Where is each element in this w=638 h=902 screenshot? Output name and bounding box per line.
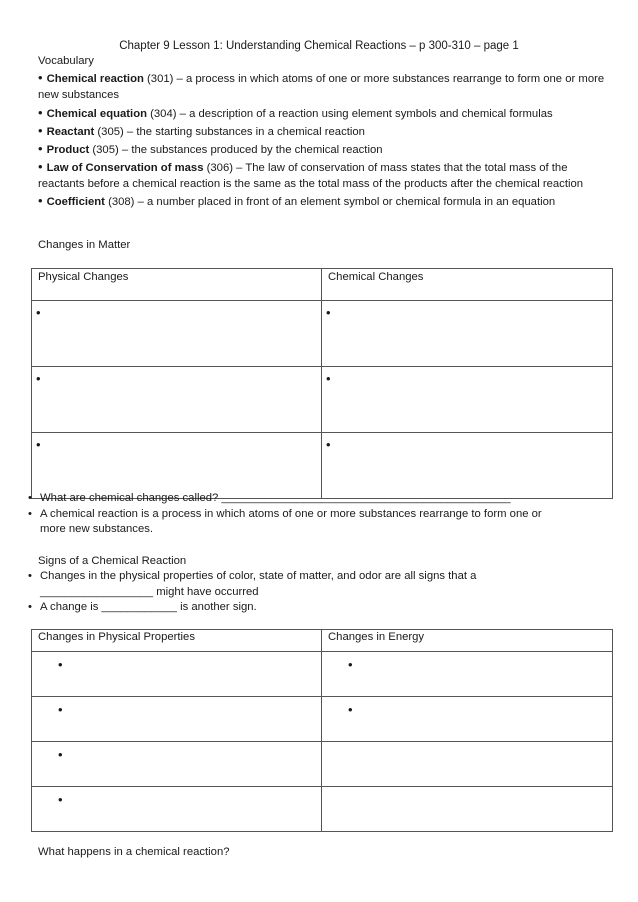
question-list [28, 491, 608, 538]
energy-cell[interactable]: • [322, 652, 613, 697]
question-text[interactable]: What are chemical changes called? ______________________________________________ [40, 492, 511, 504]
vocab-def: – the starting substances in a chemical reaction [123, 126, 365, 138]
vocab-def: – a process in which atoms of one or more substances rearrange to form one or more new substances [38, 73, 605, 101]
question-item [28, 491, 608, 507]
physical-changes-header: Physical Changes [32, 269, 322, 301]
sign-item [28, 600, 608, 616]
bullet-icon: • [38, 105, 43, 120]
vocab-def: – The law of conservation of mass states that the total mass of the reactants before a chemical reaction is the same as the total mass of the products after the chemical reaction [38, 162, 584, 190]
physical-change-cell[interactable]: • [32, 367, 322, 433]
bottom-question: What happens in a chemical reaction? [38, 846, 230, 858]
bullet-icon: • [38, 159, 43, 174]
page-title: Chapter 9 Lesson 1: Understanding Chemical Reactions – p 300-310 – page 1 [119, 40, 519, 52]
chemical-changes-header: Chemical Changes [322, 269, 613, 301]
changes-heading: Changes in Matter [38, 239, 131, 251]
energy-cell[interactable] [322, 787, 613, 832]
bullet-icon: • [38, 193, 43, 208]
sign-blank-line[interactable]: __________________ might have occurred [40, 585, 259, 598]
changes-in-matter-table [31, 268, 613, 499]
energy-cell[interactable] [322, 742, 613, 787]
question-item [28, 507, 608, 523]
physical-property-cell[interactable]: • [32, 742, 322, 787]
statement-continuation: more new substances. [40, 523, 154, 536]
vocab-page: (306) [203, 162, 234, 174]
vocab-item [38, 159, 610, 192]
energy-cell[interactable]: • [322, 697, 613, 742]
bullet-icon: • [28, 601, 32, 614]
vocab-term: Chemical reaction [46, 73, 144, 85]
bullet-icon: • [38, 141, 43, 156]
bullet-icon: • [28, 570, 32, 582]
physical-property-cell[interactable]: • [32, 787, 322, 832]
vocab-item [38, 70, 610, 103]
bullet-icon: • [28, 492, 32, 504]
vocab-term: Law of Conservation of mass [46, 162, 204, 174]
sign-text: Changes in the physical properties of color, state of matter, and odor are all signs that a [40, 570, 477, 582]
vocab-item [38, 105, 610, 122]
signs-table [31, 629, 613, 832]
energy-header: Changes in Energy [322, 630, 613, 652]
chemical-change-cell[interactable]: • [322, 301, 613, 367]
vocab-term: Chemical equation [46, 108, 147, 120]
physical-change-cell[interactable]: • [32, 301, 322, 367]
vocab-term: Product [46, 144, 90, 156]
statement-text: A chemical reaction is a process in which atoms of one or more substances rearrange to form one or [40, 507, 542, 520]
vocab-page: (305) [94, 126, 124, 138]
vocab-page: (301) [143, 73, 174, 85]
chemical-change-cell[interactable]: • [322, 433, 613, 499]
bullet-icon: • [38, 70, 43, 85]
vocab-def: – the substances produced by the chemical reaction [118, 144, 383, 156]
sign-text[interactable]: A change is ____________ is another sign. [40, 601, 257, 614]
chemical-change-cell[interactable]: • [322, 367, 613, 433]
vocab-list [38, 70, 610, 210]
sign-item [28, 569, 608, 585]
vocab-term: Coefficient [46, 196, 105, 208]
vocab-def: – a number placed in front of an element symbol or chemical formula in an equation [134, 196, 556, 208]
physical-property-cell[interactable]: • [32, 652, 322, 697]
vocab-term: Reactant [46, 126, 95, 138]
physical-change-cell[interactable]: • [32, 433, 322, 499]
vocab-item [38, 193, 610, 210]
physical-properties-header: Changes in Physical Properties [32, 630, 322, 652]
vocab-page: (308) [104, 196, 135, 208]
physical-property-cell[interactable]: • [32, 697, 322, 742]
vocab-heading: Vocabulary [38, 55, 94, 67]
vocab-page: (304) [147, 108, 177, 120]
vocab-item [38, 141, 610, 158]
signs-heading: Signs of a Chemical Reaction [38, 555, 187, 567]
bullet-icon: • [38, 123, 43, 138]
vocab-item [38, 123, 610, 140]
vocab-def: – a description of a reaction using element symbols and chemical formulas [176, 108, 553, 120]
bullet-icon: • [28, 507, 32, 520]
signs-list [28, 569, 608, 616]
vocab-page: (305) [89, 144, 119, 156]
